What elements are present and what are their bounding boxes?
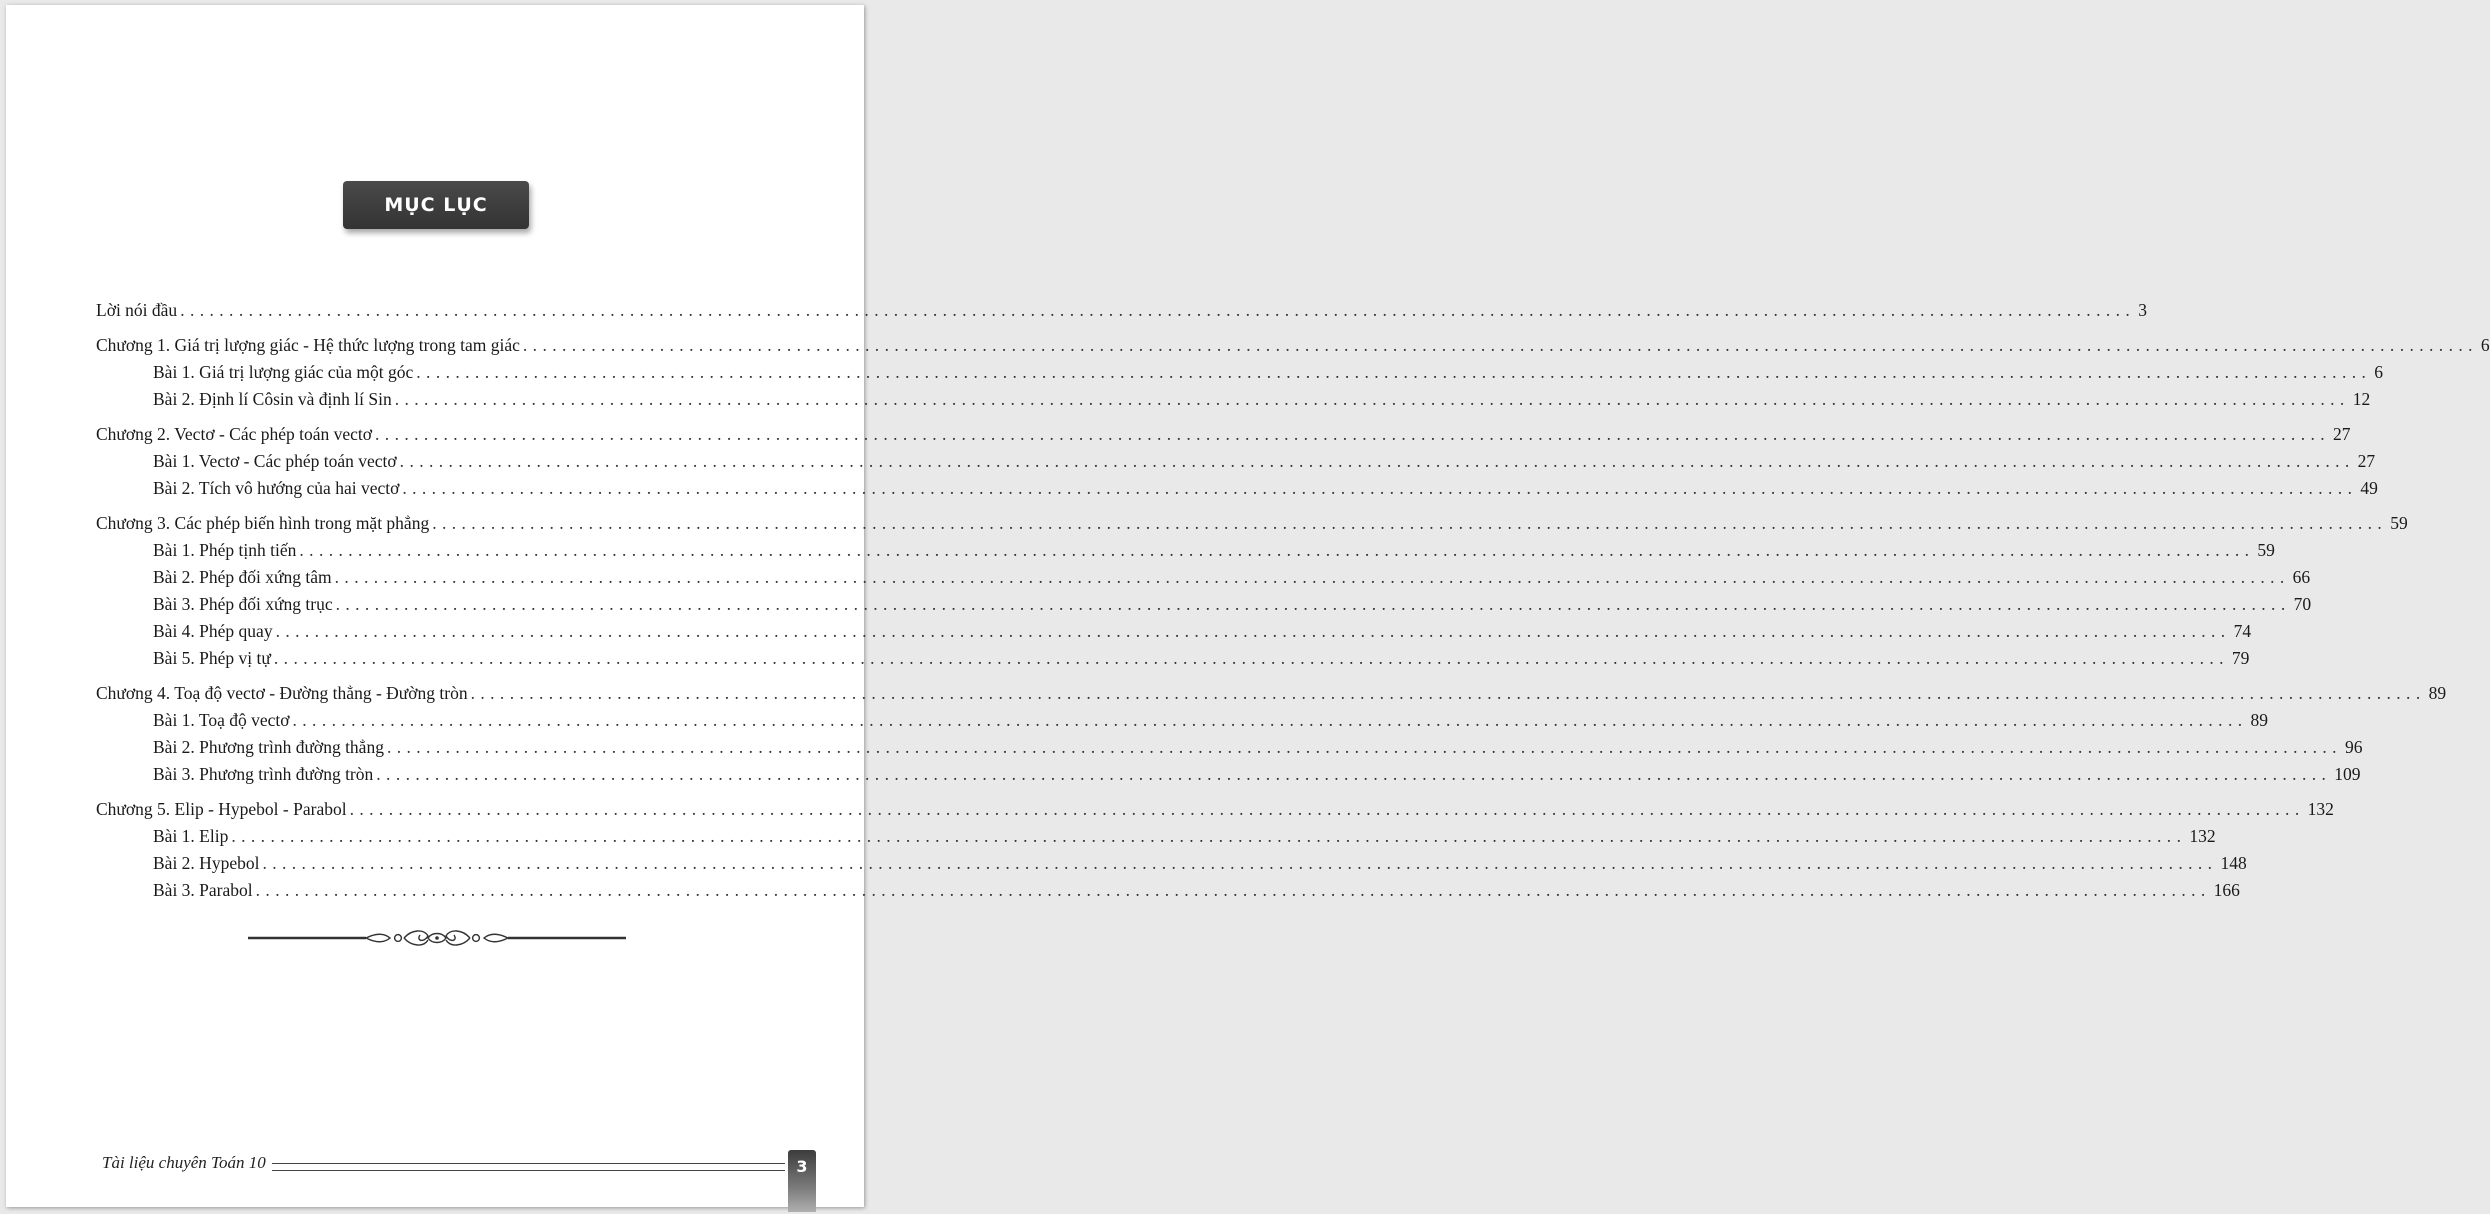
toc-lesson-entry [96, 537, 2275, 564]
toc-leader-dots: ........................................................................................................................................................................................................ [376, 764, 2332, 784]
toc-entry-page: 166 [2213, 880, 2240, 900]
toc-entry-page: 132 [2189, 826, 2216, 846]
toc-entry-page: 109 [2334, 764, 2361, 784]
toc-entry-page: 59 [2390, 513, 2408, 533]
toc-entry-label: Bài 1. Elip [153, 826, 229, 846]
toc-entry-label: Bài 5. Phép vị tự [153, 648, 271, 668]
toc-leader-dots: ........................................................................................................................................................................................................ [470, 683, 2426, 703]
toc-lesson-entry [96, 591, 2312, 618]
toc-leader-dots: ........................................................................................................................................................................................................ [180, 300, 2136, 320]
toc-leader-dots: ........................................................................................................................................................................................................ [335, 594, 2291, 614]
toc-lesson-entry [96, 850, 2247, 877]
toc-leader-dots: ........................................................................................................................................................................................................ [275, 621, 2231, 641]
toc-leader-dots: ........................................................................................................................................................................................................ [394, 389, 2350, 409]
table-of-contents [96, 297, 2490, 904]
toc-leader-dots: ........................................................................................................................................................................................................ [262, 853, 2218, 873]
footer-book-title: Tài liệu chuyên Toán 10 [102, 1153, 266, 1172]
toc-leader-dots: ........................................................................................................................................................................................................ [402, 478, 2358, 498]
toc-entry-page: 70 [2293, 594, 2312, 614]
toc-leader-dots: ........................................................................................................................................................................................................ [334, 567, 2290, 587]
toc-leader-dots: ........................................................................................................................................................................................................ [292, 710, 2248, 730]
toc-entry-label: Lời nói đầu [96, 300, 178, 320]
toc-chapter-entry [96, 796, 2334, 823]
toc-entry-page: 79 [2231, 648, 2250, 668]
toc-entry-label: Chương 2. Vectơ - Các phép toán vectơ [96, 424, 373, 444]
toc-entry-page: 74 [2233, 621, 2252, 641]
toc-chapter-entry [96, 297, 2147, 324]
toc-entry-label: Chương 3. Các phép biến hình trong mặt phẳng [96, 513, 430, 533]
toc-entry-label: Bài 4. Phép quay [153, 621, 273, 641]
toc-entry-page: 148 [2220, 853, 2247, 873]
toc-lesson-entry [96, 564, 2311, 591]
page-number-tab: 3 [788, 1150, 816, 1212]
toc-entry-label: Bài 2. Phương trình đường thẳng [153, 737, 384, 757]
toc-entry-page: 27 [2357, 451, 2376, 471]
toc-lesson-entry [96, 734, 2363, 761]
toc-entry-page: 96 [2344, 737, 2363, 757]
toc-entry-page: 12 [2352, 389, 2371, 409]
toc-entry-page: 6 [2480, 335, 2490, 355]
toc-entry-page: 3 [2138, 300, 2147, 320]
toc-heading: MỤC LỤC [343, 181, 529, 229]
toc-leader-dots: ........................................................................................................................................................................................................ [522, 335, 2478, 355]
toc-lesson-entry [96, 823, 2216, 850]
toc-chapter-entry [96, 421, 2351, 448]
toc-leader-dots: ........................................................................................................................................................................................................ [349, 799, 2305, 819]
toc-entry-label: Bài 2. Tích vô hướng của hai vectơ [153, 478, 400, 498]
toc-leader-dots: ........................................................................................................................................................................................................ [375, 424, 2331, 444]
toc-lesson-entry [96, 645, 2250, 672]
toc-entry-label: Chương 1. Giá trị lượng giác - Hệ thức lượng trong tam giác [96, 335, 520, 355]
toc-entry-page: 49 [2360, 478, 2378, 498]
toc-lesson-entry [96, 877, 2240, 904]
toc-lesson-entry [96, 707, 2268, 734]
toc-entry-label: Bài 2. Định lí Côsin và định lí Sin [153, 389, 392, 409]
toc-leader-dots: ........................................................................................................................................................................................................ [231, 826, 2187, 846]
toc-lesson-entry [96, 448, 2376, 475]
toc-entry-page: 89 [2428, 683, 2447, 703]
toc-entry-page: 6 [2374, 362, 2384, 382]
toc-entry-label: Bài 2. Phép đối xứng tâm [153, 567, 332, 587]
toc-chapter-entry [96, 332, 2490, 359]
toc-leader-dots: ........................................................................................................................................................................................................ [255, 880, 2211, 900]
toc-entry-page: 59 [2257, 540, 2275, 560]
toc-leader-dots: ........................................................................................................................................................................................................ [386, 737, 2342, 757]
toc-entry-label: Chương 5. Elip - Hypebol - Parabol [96, 799, 347, 819]
toc-entry-page: 66 [2292, 567, 2311, 587]
toc-lesson-entry [96, 475, 2378, 502]
toc-entry-label: Bài 2. Hypebol [153, 853, 260, 873]
toc-lesson-entry [96, 359, 2384, 386]
ornament-divider [248, 927, 626, 949]
toc-entry-page: 27 [2333, 424, 2351, 444]
toc-chapter-entry [96, 680, 2447, 707]
toc-entry-label: Bài 3. Phép đối xứng trục [153, 594, 333, 614]
toc-entry-page: 89 [2250, 710, 2268, 730]
toc-leader-dots: ........................................................................................................................................................................................................ [273, 648, 2229, 668]
document-page [6, 5, 2490, 1207]
toc-entry-label: Bài 3. Parabol [153, 880, 253, 900]
toc-entry-page: 132 [2307, 799, 2334, 819]
footer-rule [272, 1163, 785, 1171]
toc-leader-dots: ........................................................................................................................................................................................................ [299, 540, 2255, 560]
toc-lesson-entry [96, 761, 2361, 788]
toc-leader-dots: ........................................................................................................................................................................................................ [432, 513, 2388, 533]
toc-entry-label: Bài 3. Phương trình đường tròn [153, 764, 374, 784]
toc-entry-label: Chương 4. Toạ độ vectơ - Đường thẳng - Đường tròn [96, 683, 468, 703]
toc-chapter-entry [96, 510, 2408, 537]
toc-leader-dots: ........................................................................................................................................................................................................ [416, 362, 2372, 382]
toc-entry-label: Bài 1. Phép tịnh tiến [153, 540, 297, 560]
toc-lesson-entry [96, 386, 2371, 413]
toc-entry-label: Bài 1. Vectơ - Các phép toán vectơ [153, 451, 397, 471]
toc-entry-label: Bài 1. Giá trị lượng giác của một góc [153, 362, 414, 382]
toc-lesson-entry [96, 618, 2252, 645]
toc-leader-dots: ........................................................................................................................................................................................................ [399, 451, 2355, 471]
toc-entry-label: Bài 1. Toạ độ vectơ [153, 710, 290, 730]
